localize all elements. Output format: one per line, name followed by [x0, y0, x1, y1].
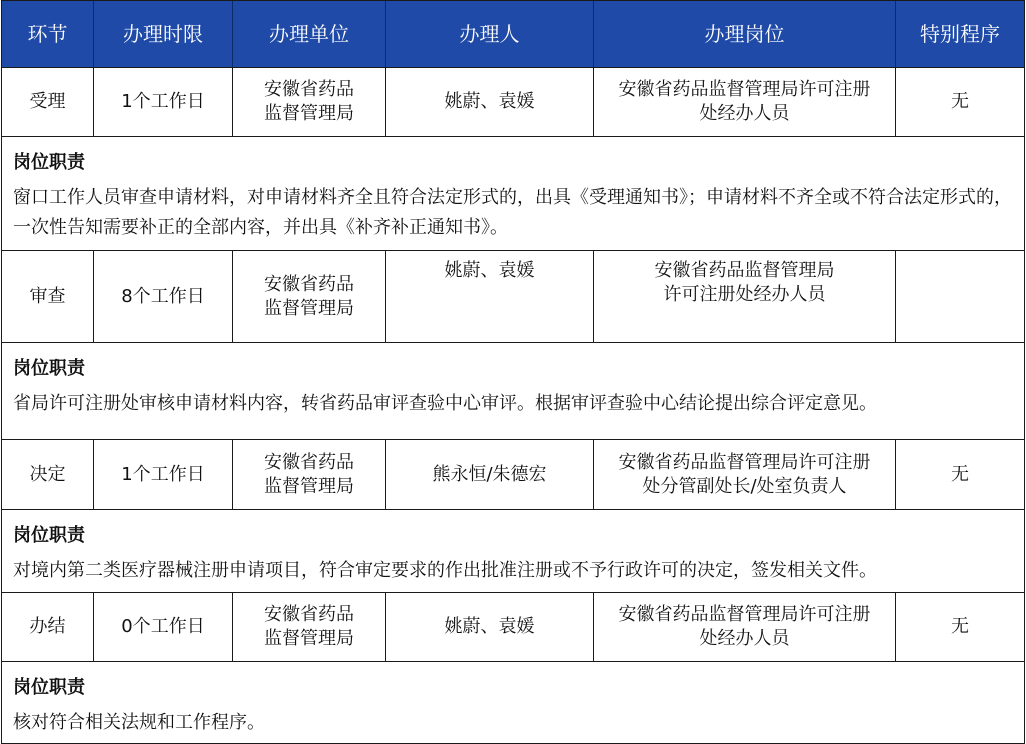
duty-row — [1, 662, 1025, 744]
post-cell — [594, 68, 896, 136]
step-cell: 审查 — [2, 251, 94, 342]
unit-line: 安徽省药品 — [264, 451, 354, 473]
time-limit-cell: 1个工作日 — [94, 440, 233, 509]
table-row — [1, 593, 1025, 662]
unit-line: 安徽省药品 — [264, 273, 354, 295]
unit-cell — [233, 251, 386, 342]
table-row — [1, 68, 1025, 137]
duty-text: 省局许可注册处审核申请材料内容，转省药品审评查验中心审评。根据审评查验中心结论提出综合评定意见。 — [13, 393, 877, 414]
step-cell: 受理 — [2, 68, 94, 136]
post-cell — [594, 251, 896, 342]
header-post: 办理岗位 — [594, 1, 896, 67]
unit-line: 监督管理局 — [264, 628, 354, 649]
post-cell — [594, 440, 896, 509]
post-line: 处经办人员 — [699, 628, 790, 649]
unit-line: 安徽省药品 — [264, 604, 354, 625]
special-cell: 无 — [951, 616, 969, 637]
special-cell: 无 — [951, 91, 969, 112]
handler-cell: 熊永恒/朱德宏 — [386, 440, 594, 509]
post-cell — [594, 593, 896, 661]
unit-line: 安徽省药品 — [264, 79, 354, 100]
post-line: 安徽省药品监督管理局许可注册 — [618, 604, 871, 625]
unit-line: 监督管理局 — [264, 297, 354, 319]
header-time-limit: 办理时限 — [94, 1, 233, 67]
time-limit-cell: 8个工作日 — [94, 251, 233, 342]
duty-row — [1, 510, 1025, 593]
post-line: 安徽省药品监督管理局许可注册 — [618, 79, 871, 100]
post-line: 处分管副处长/处室负责人 — [642, 475, 847, 497]
duty-text: 对境内第二类医疗器械注册申请项目，符合审定要求的作出批准注册或不予行政许可的决定，签发相关文件。 — [13, 560, 877, 581]
table-row — [1, 440, 1025, 510]
duty-row — [1, 137, 1025, 251]
time-limit-cell: 1个工作日 — [94, 68, 233, 136]
step-cell: 办结 — [2, 593, 94, 661]
handler-cell: 姚蔚、袁媛 — [386, 593, 594, 661]
special-cell: 无 — [951, 463, 969, 485]
table-row — [1, 251, 1025, 343]
post-line: 安徽省药品监督管理局许可注册 — [618, 451, 871, 473]
duty-title: 岗位职责 — [13, 525, 85, 546]
handler-cell: 姚蔚、袁媛 — [386, 68, 594, 136]
unit-cell — [233, 593, 386, 661]
header-special: 特别程序 — [896, 1, 1024, 67]
unit-line: 监督管理局 — [264, 103, 354, 124]
duty-text: 核对符合相关法规和工作程序。 — [13, 712, 265, 733]
special-cell — [896, 251, 1024, 342]
time-limit-cell: 0个工作日 — [94, 593, 233, 661]
table-header-row — [1, 1, 1025, 68]
duty-title: 岗位职责 — [13, 358, 85, 379]
post-line: 安徽省药品监督管理局 — [654, 260, 835, 281]
duty-title: 岗位职责 — [13, 677, 85, 698]
step-cell: 决定 — [2, 440, 94, 509]
duty-text: 窗口工作人员审查申请材料，对申请材料齐全且符合法定形式的，出具《受理通知书》；申请材料不齐全或不符合法定形式的，一次性告知需要补正的全部内容，并出具《补齐补正通知书》。 — [13, 187, 1012, 238]
duty-title: 岗位职责 — [13, 152, 85, 173]
procedure-table — [1, 0, 1025, 744]
duty-row — [1, 343, 1025, 440]
unit-cell — [233, 440, 386, 509]
header-step: 环节 — [2, 1, 94, 67]
post-line: 处经办人员 — [699, 103, 790, 124]
post-line: 许可注册处经办人员 — [663, 284, 826, 305]
handler-cell: 姚蔚、袁媛 — [386, 251, 594, 342]
header-handler: 办理人 — [386, 1, 594, 67]
unit-cell — [233, 68, 386, 136]
unit-line: 监督管理局 — [264, 475, 354, 497]
header-unit: 办理单位 — [233, 1, 386, 67]
